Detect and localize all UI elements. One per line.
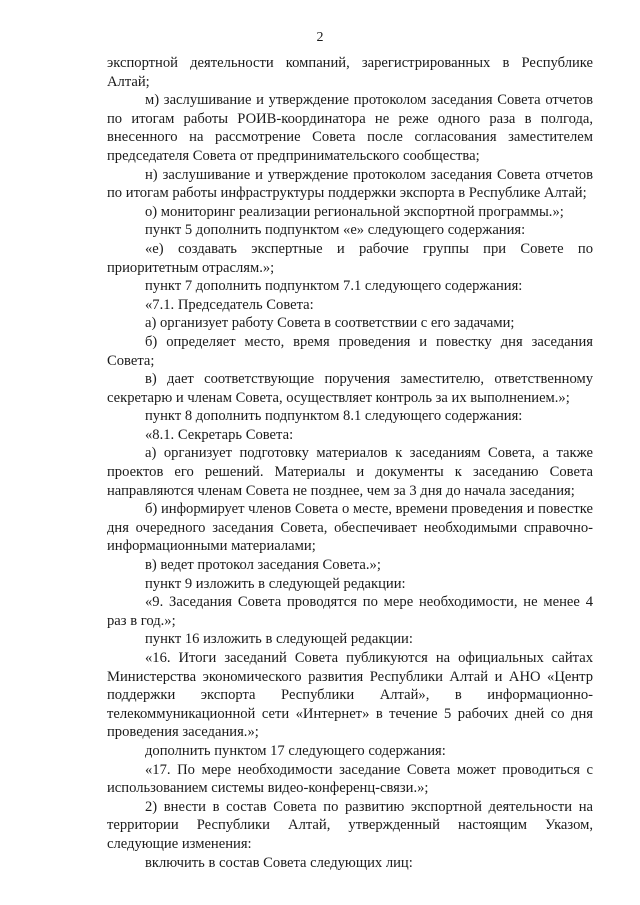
paragraph: а) организует работу Совета в соответствии с его задачами;	[145, 315, 515, 332]
paragraph: пункт 16 изложить в следующей редакции:	[145, 631, 413, 648]
paragraph: н) заслушивание и утверждение протоколом заседания Совета отчетов по итогам работы инфраструктуры поддержки экспорта в Республике Алтай;	[107, 166, 593, 202]
paragraph: пункт 7 дополнить подпунктом 7.1 следующего содержания:	[145, 278, 523, 295]
page-number: 2	[316, 30, 324, 45]
paragraph: пункт 9 изложить в следующей редакции:	[145, 575, 406, 592]
paragraph: б) информирует членов Совета о месте, времени проведения и повестке дня очередного заседания Совета, обеспечивает необходимыми справочно-информационными материалами;	[107, 501, 593, 555]
paragraph: дополнить пунктом 17 следующего содержания:	[145, 742, 446, 759]
paragraph: в) ведет протокол заседания Совета.»;	[145, 557, 381, 574]
paragraph: «17. По мере необходимости заседание Совета может проводиться с использованием системы видео-конференц-связи.»;	[107, 761, 593, 797]
paragraph: пункт 5 дополнить подпунктом «е» следующего содержания:	[145, 222, 526, 239]
paragraph: экспортной деятельности компаний, зарегистрированных в Республике Алтай;	[107, 55, 593, 90]
paragraph: включить в состав Совета следующих лиц:	[145, 854, 413, 871]
paragraph: о) мониторинг реализации региональной экспортной программы.»;	[145, 203, 564, 220]
paragraph: «8.1. Секретарь Совета:	[145, 426, 294, 443]
paragraph: а) организует подготовку материалов к заседаниям Совета, а также проектов его решений. Материалы и документы к заседанию Совета направляются членам Совета не позднее, чем за 3 дня до начала заседания;	[107, 445, 593, 499]
paragraph: б) определяет место, время проведения и повестку дня заседания Совета;	[107, 333, 593, 369]
paragraph: «16. Итоги заседаний Совета публикуются на официальных сайтах Министерства экономического развития Республики Алтай и АНО «Центр поддержки экспорта Республики Алтай», в информационно-телекоммуникационной сети «Интернет» в течение 5 рабочих дней со дня проведения заседания.»;	[107, 650, 593, 741]
paragraph: «9. Заседания Совета проводятся по мере необходимости, не менее 4 раз в год.»;	[107, 594, 593, 629]
document-body	[107, 54, 593, 872]
paragraph: м) заслушивание и утверждение протоколом заседания Совета отчетов по итогам работы РОИВ-координатора не реже одного раза в полгода, внесенного на рассмотрение Совета после согласования заместителем председателя Совета от предпринимательского сообщества;	[107, 92, 593, 164]
paragraph: пункт 8 дополнить подпунктом 8.1 следующего содержания:	[145, 408, 523, 425]
paragraph: в) дает соответствующие поручения заместителю, ответственному секретарю и членам Совета, осуществляет контроль за их выполнением.»;	[107, 371, 593, 406]
paragraph: «7.1. Председатель Совета:	[145, 296, 314, 313]
paragraph: 2) внести в состав Совета по развитию экспортной деятельности на территории Республики Алтай, утвержденный настоящим Указом, следующие изменения:	[107, 798, 593, 852]
paragraph: «е) создавать экспертные и рабочие группы при Совете по приоритетным отраслям.»;	[107, 240, 593, 276]
